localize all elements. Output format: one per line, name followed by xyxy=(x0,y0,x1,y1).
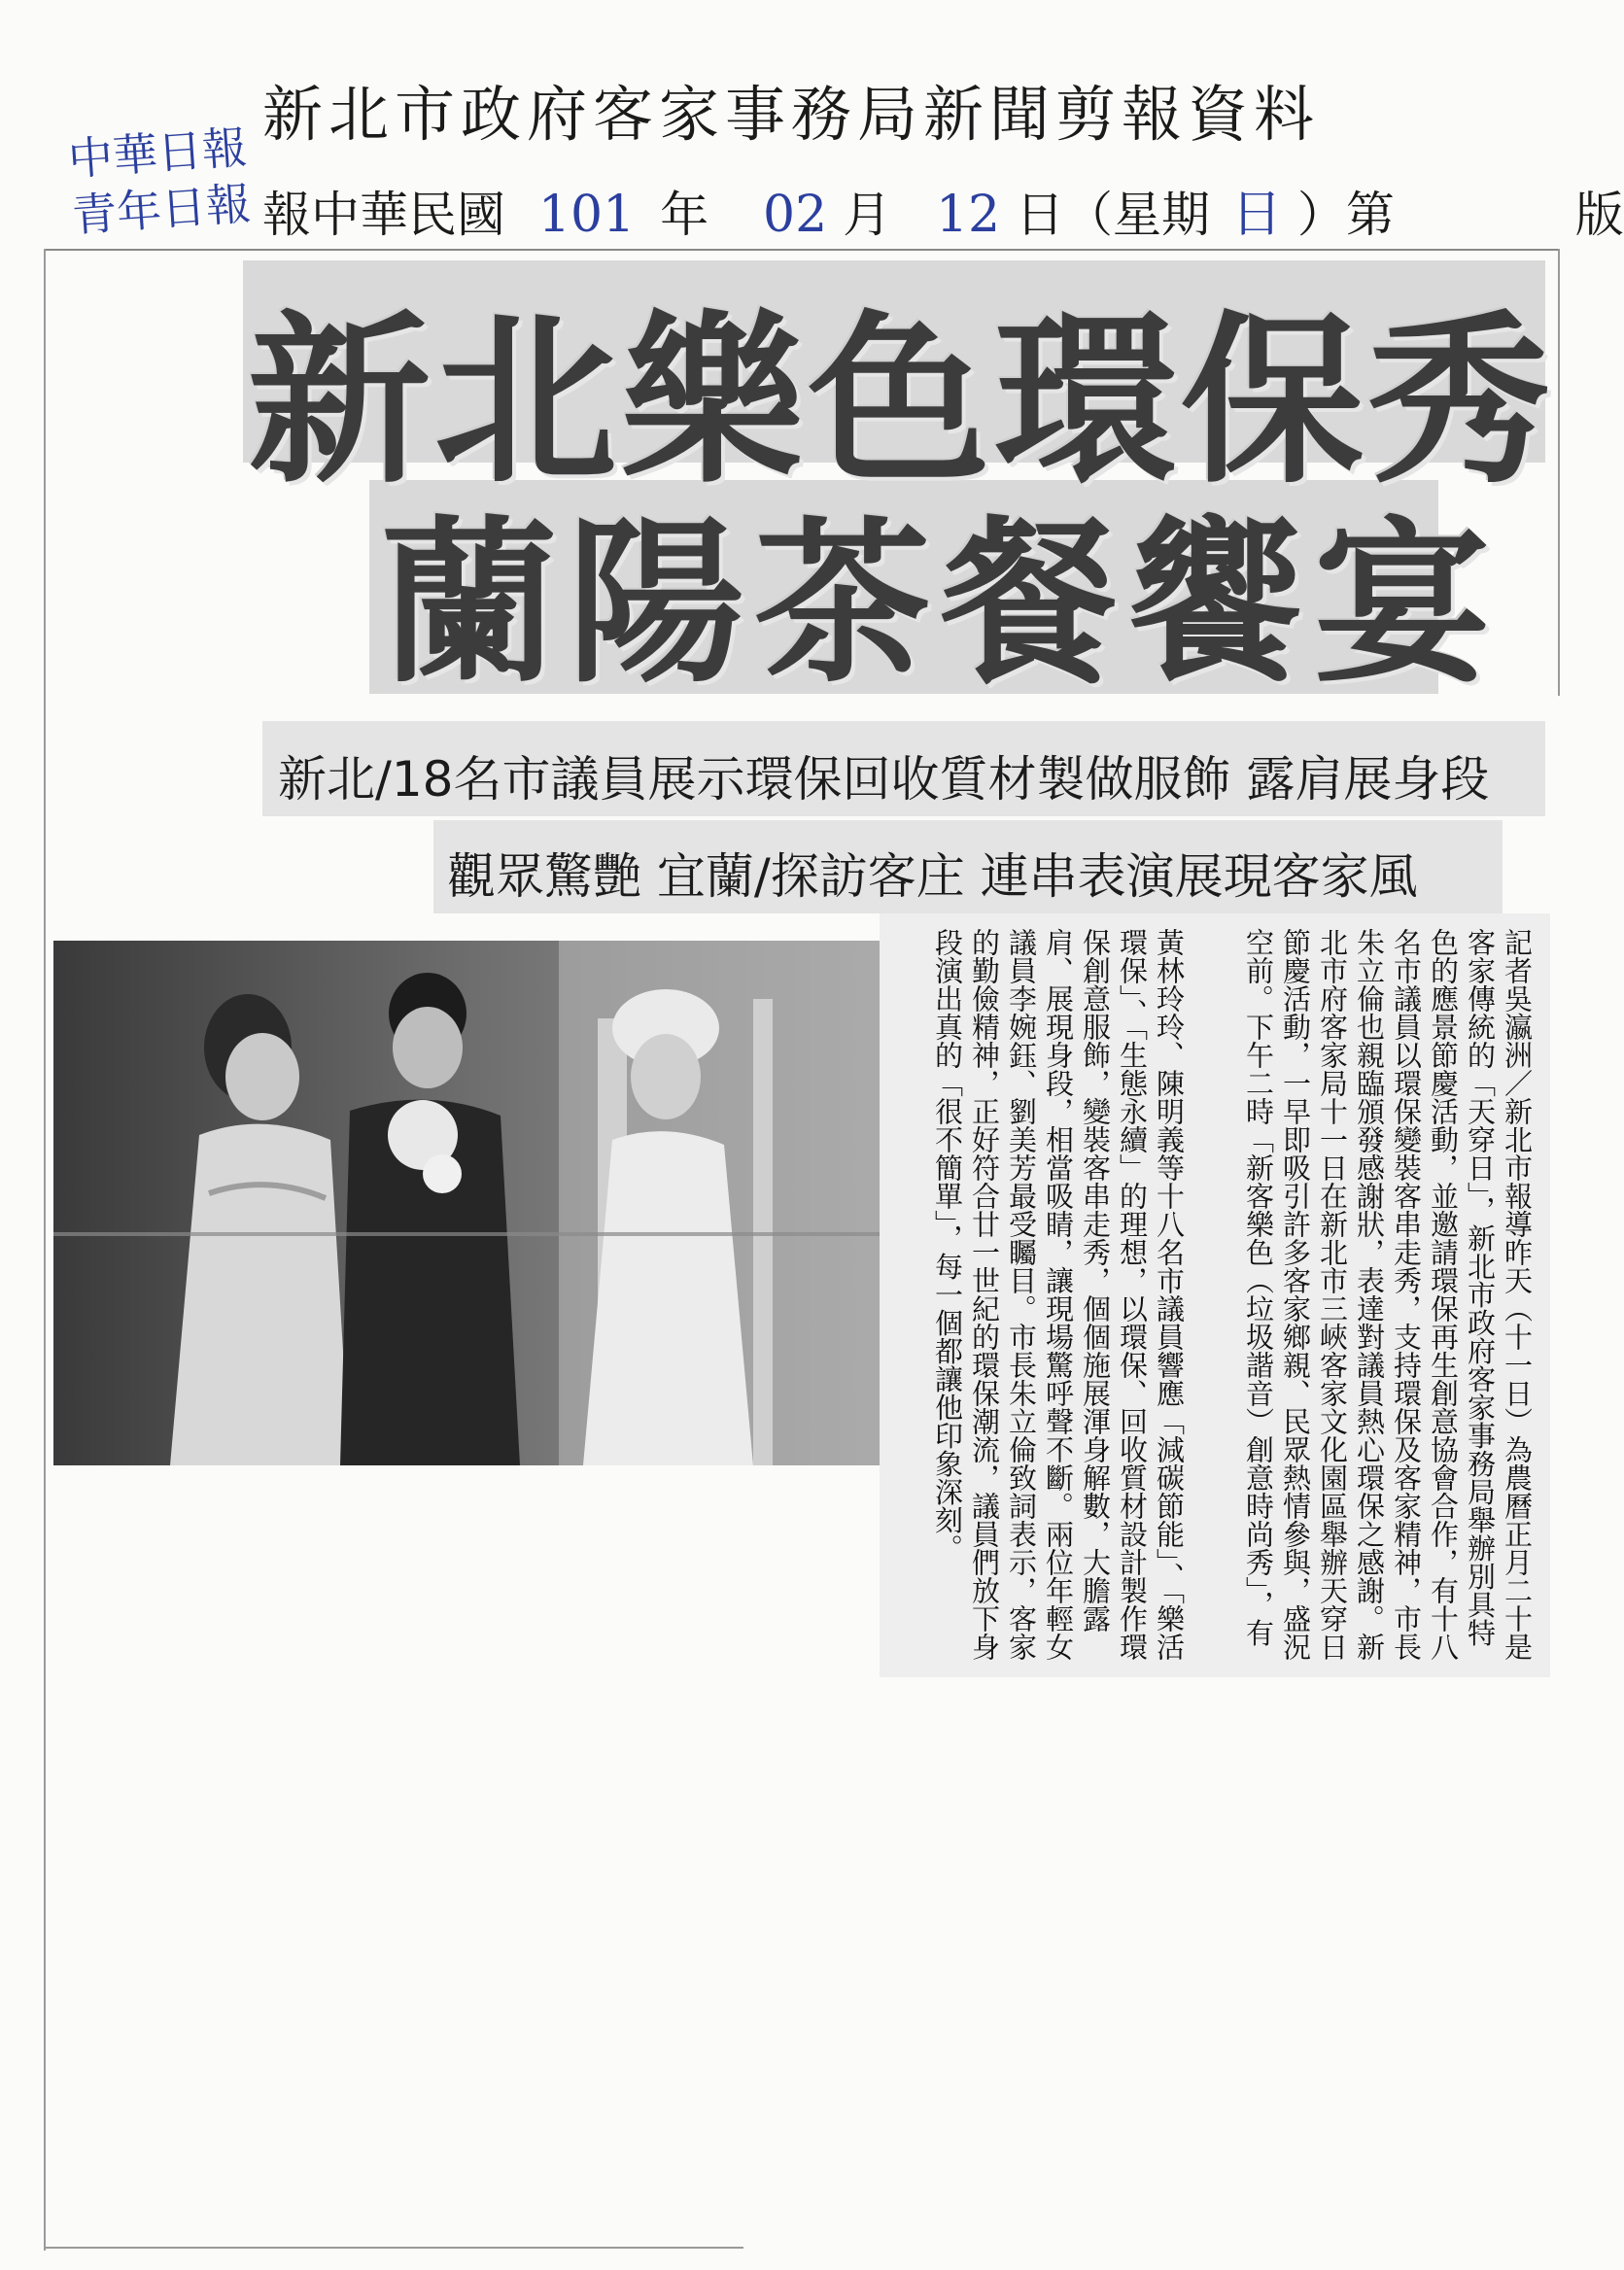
subhead-line-2: 觀眾驚艷 宜蘭/探訪客庄 連串表演展現客家風 xyxy=(447,848,1418,905)
news-photo xyxy=(53,941,880,1465)
date-weekday-handwritten: 日 xyxy=(1230,186,1282,244)
news-photo-illustration xyxy=(53,941,880,1465)
date-prefix: 報中華民國 xyxy=(262,187,505,243)
clipping-frame-bottom xyxy=(44,2247,743,2249)
article-body-left-column: 黃林玲玲、陳明義等十八名市議員響應「減碳節能」、「樂活環保」、「生態永續」的理想，以環保、回收質材設計製作環保創意服飾，變裝客串走秀，個個施展渾身解數，大膽露肩、展現身段，相當吸睛，讓現場驚呼聲不斷。兩位年輕女議員李婉鈺、劉美芳最受矚目。市長朱立倫致詞表示，客家的勤儉精神，正好符合廿一世紀的環保潮流，議員們放下身段演出真的「很不簡單」，每一個都讓他印象深刻。 xyxy=(931,928,1186,1661)
handwritten-note-line: 青年日報 xyxy=(70,177,253,242)
headline-line-1: 新北樂色環保秀 xyxy=(248,295,1554,508)
clipping-frame-right xyxy=(1558,249,1560,696)
clipping-frame-top xyxy=(44,249,1560,251)
date-day-unit: 日（星期 xyxy=(1016,187,1211,243)
clipping-date-line xyxy=(262,173,1624,246)
date-month-handwritten: 02 xyxy=(762,186,828,244)
date-day-handwritten: 12 xyxy=(935,186,1001,244)
date-page-unit: 版 xyxy=(1574,187,1624,243)
clipping-header-title: 新北市政府客家事務局新聞剪報資料 xyxy=(262,79,1321,150)
date-month-unit: 月 xyxy=(843,187,892,243)
date-weekday-close: ）第 xyxy=(1296,187,1395,243)
clipping-frame-left xyxy=(44,249,46,2251)
handwritten-newspaper-note xyxy=(66,118,268,244)
subhead-line-1: 新北/18名市議員展示環保回收質材製做服飾 露肩展身段 xyxy=(278,751,1490,808)
handwritten-note-line: 中華日報 xyxy=(66,120,249,186)
date-year-handwritten: 101 xyxy=(537,186,636,244)
article-body-right-column: 記者吳瀛洲／新北市報導昨天（十一日）為農曆正月二十是客家傳統的「天穿日」，新北市政府客家事務局舉辦別具特色的應景節慶活動，並邀請環保再生創意協會合作，有十八名市議員以環保變裝客串走秀，支持環保及客家精神，市長朱立倫也親臨頒發感謝狀，表達對議員熱心環保之感謝。新北市府客家局十一日在新北市三峽客家文化園區舉辦天穿日節慶活動，一早即吸引許多客家鄉親、民眾熱情參與，盛況空前。下午二時「新客樂色（垃圾諧音）創意時尚秀」，有 xyxy=(1242,928,1534,1661)
date-year-unit: 年 xyxy=(660,187,709,243)
headline-line-2: 蘭陽茶餐饗宴 xyxy=(381,500,1501,706)
